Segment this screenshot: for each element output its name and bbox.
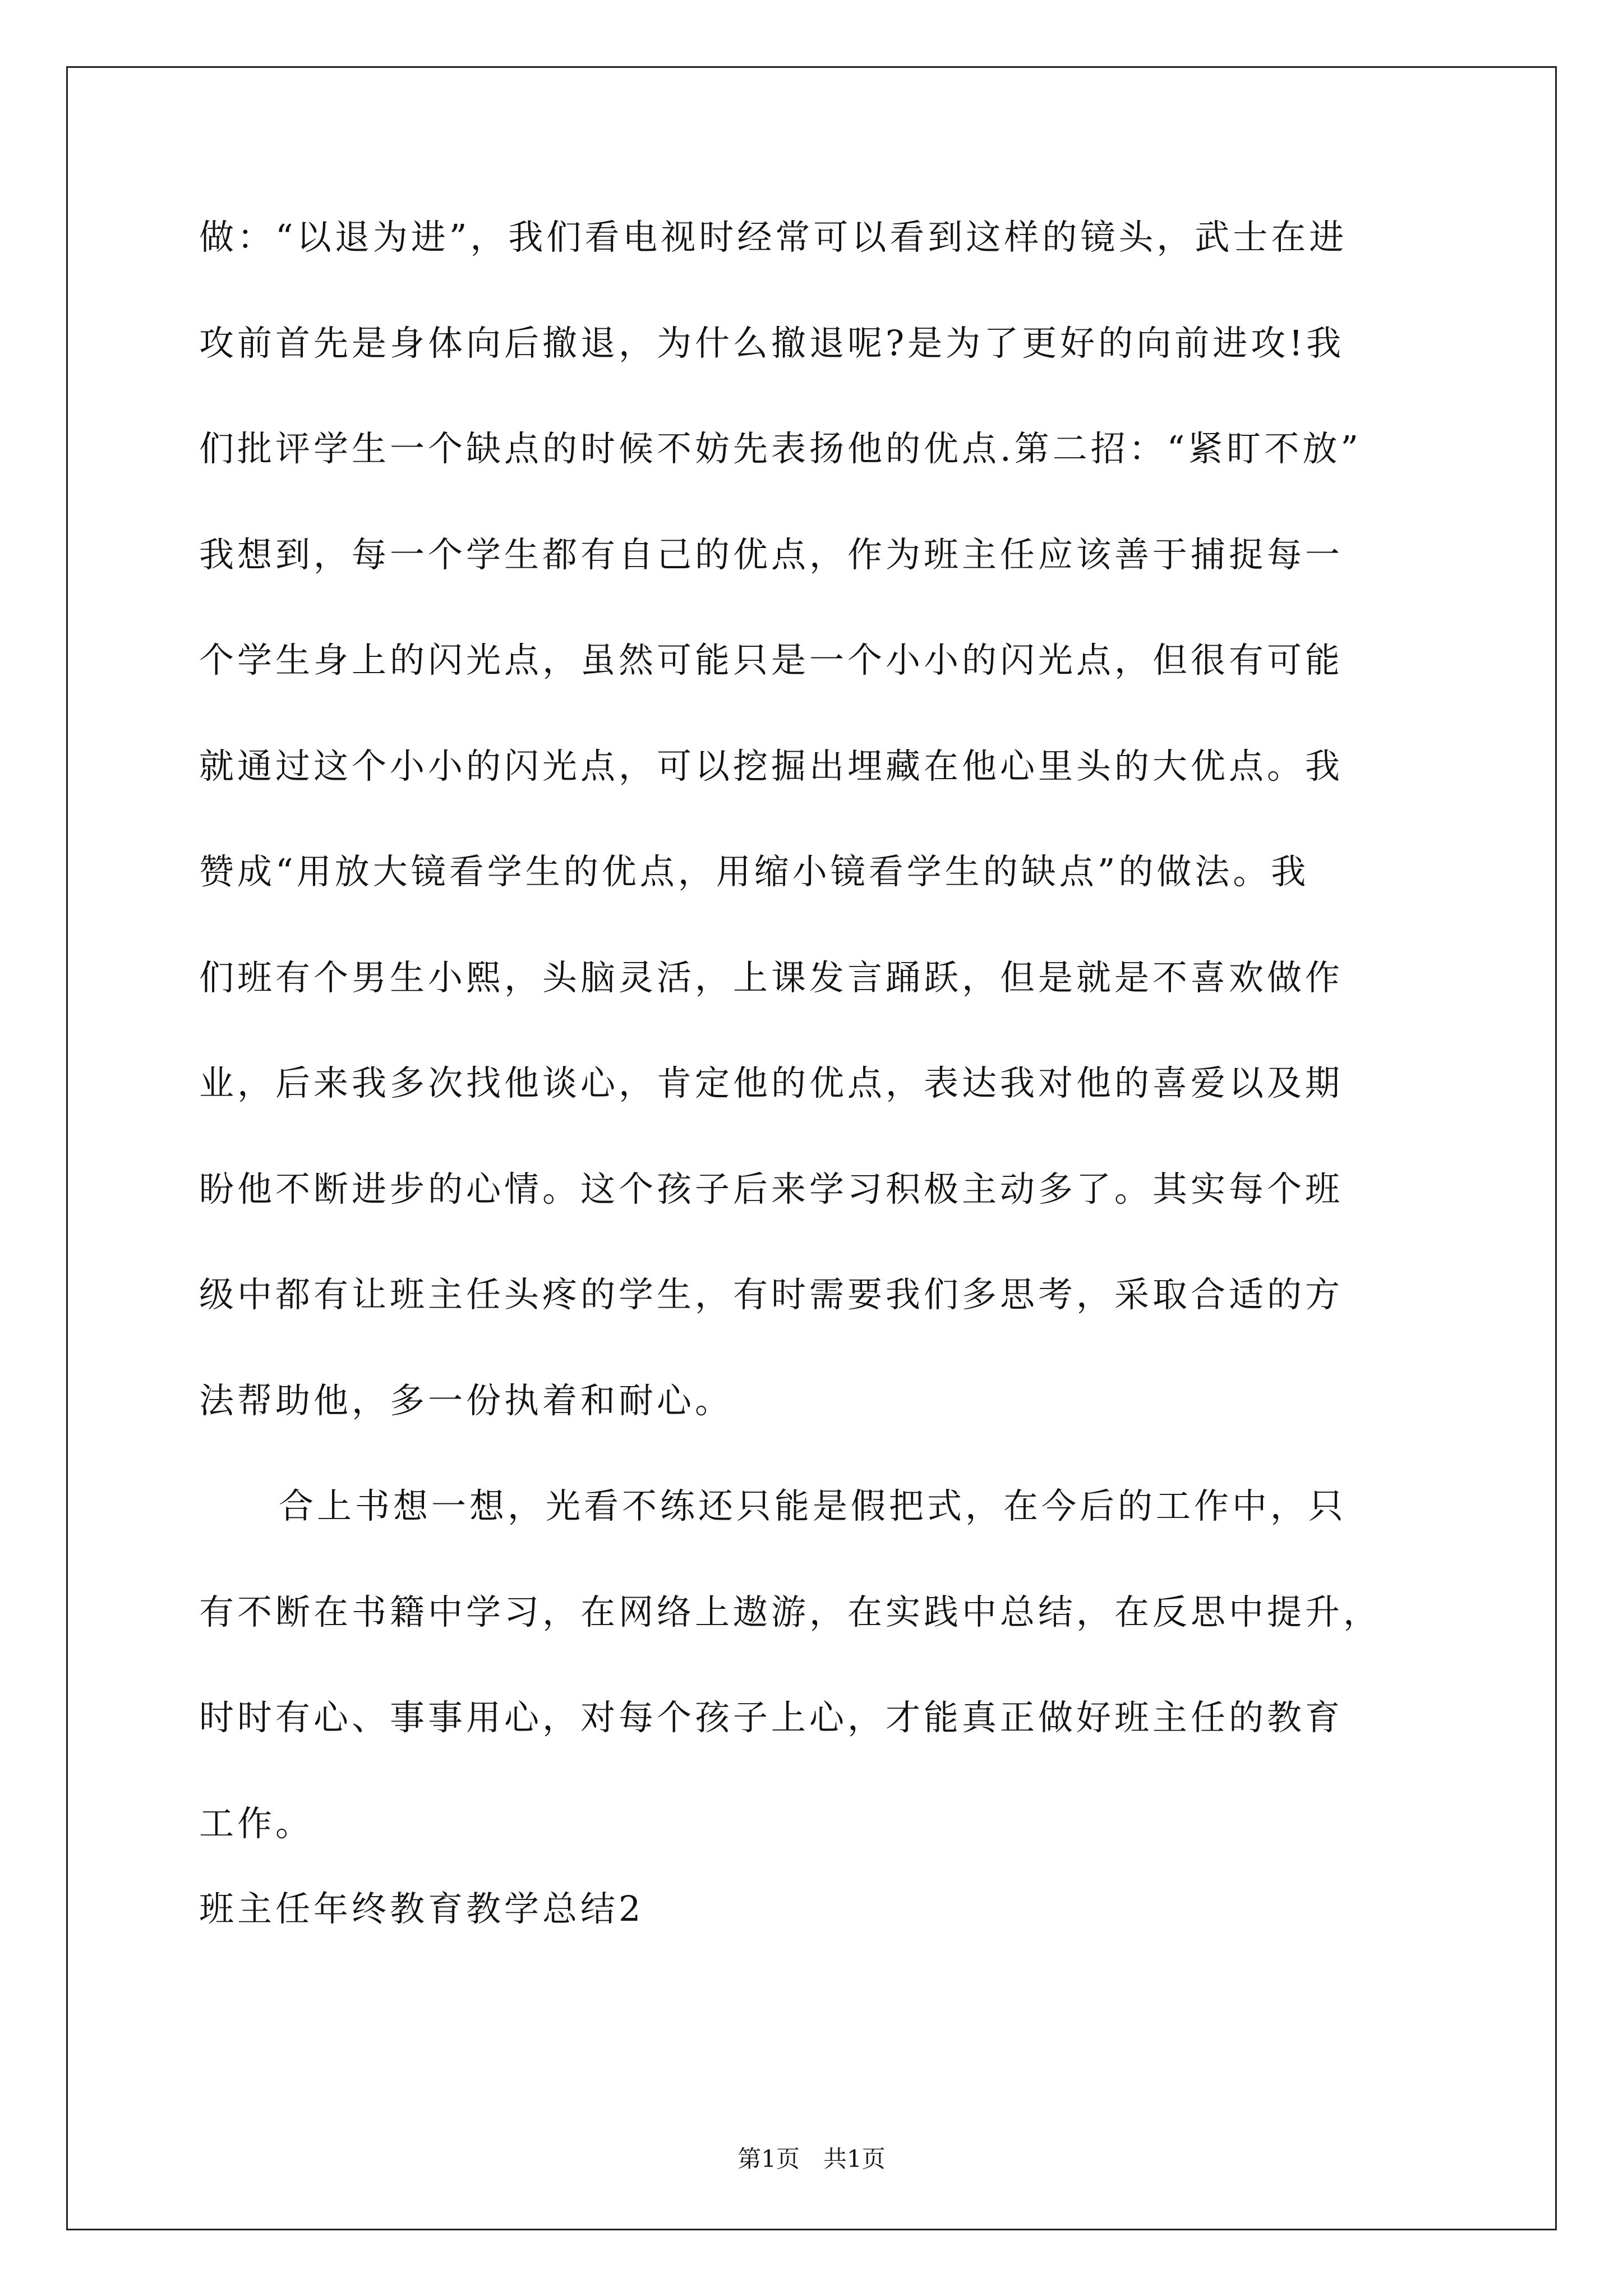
text-line: 时时有心、事事用心，对每个孩子上心，才能真正做好班主任的教育 — [199, 1697, 1344, 1738]
text-line: 业，后来我多次找他谈心，肯定他的优点，表达我对他的喜爱以及期 — [199, 1062, 1344, 1103]
text-line: 有不断在书籍中学习，在网络上遨游，在实践中总结，在反思中提升， — [199, 1591, 1382, 1632]
text-line: 工作。 — [199, 1802, 314, 1844]
text-line: 级中都有让班主任头疼的学生，有时需要我们多思考，采取合适的方 — [199, 1274, 1344, 1315]
text-line: 做：“以退为进”，我们看电视时经常可以看到这样的镜头，武士在进 — [199, 217, 1348, 257]
text-line: 们班有个男生小熙，头脑灵活，上课发言踊跃，但是就是不喜欢做作 — [199, 956, 1344, 998]
text-line: 法帮助他，多一份执着和耐心。 — [199, 1379, 734, 1421]
text-line: 攻前首先是身体向后撤退，为什么撤退呢?是为了更好的向前进攻!我 — [199, 322, 1345, 364]
section-heading: 班主任年终教育教学总结2 — [199, 1888, 644, 1929]
body-text — [199, 217, 1461, 1912]
text-line: 合上书想一想，光看不练还只能是假把式，在今后的工作中，只 — [279, 1485, 1347, 1526]
text-line: 个学生身上的闪光点，虽然可能只是一个小小的闪光点，但很有可能 — [199, 639, 1344, 680]
text-line: 我想到，每一个学生都有自己的优点，作为班主任应该善于捕捉每一 — [199, 533, 1344, 575]
text-line: 赞成“用放大镜看学生的优点，用缩小镜看学生的缺点”的做法。我 — [199, 851, 1310, 892]
text-line: 就通过这个小小的闪光点，可以挖掘出埋藏在他心里头的大优点。我 — [199, 745, 1344, 786]
page-number-footer: 第1页 共1页 — [737, 2145, 886, 2173]
text-line: 盼他不断进步的心情。这个孩子后来学习积极主动多了。其实每个班 — [199, 1168, 1344, 1209]
text-line: 们批评学生一个缺点的时候不妨先表扬他的优点.第二招：“紧盯不放” — [199, 428, 1362, 469]
